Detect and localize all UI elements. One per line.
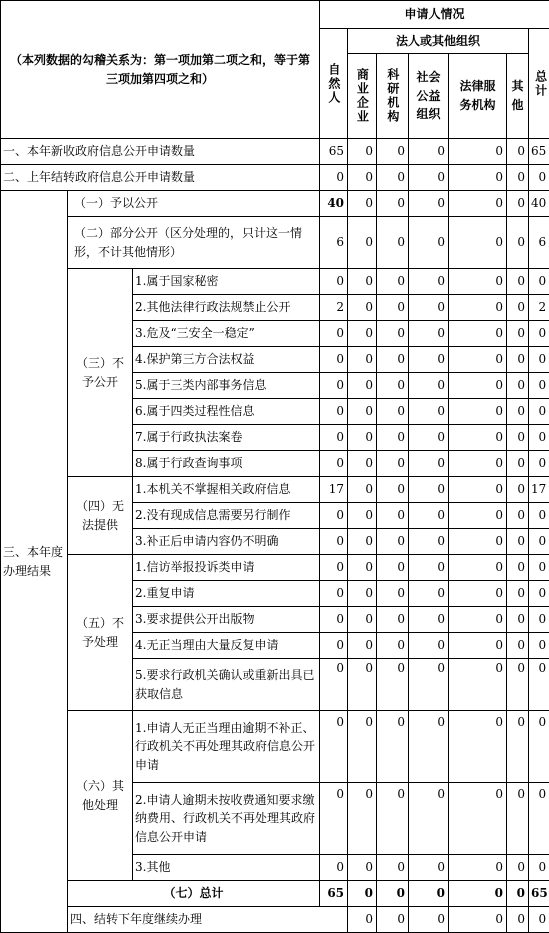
cell-value: 65	[320, 139, 348, 165]
cell-value: 65	[529, 881, 549, 907]
cell-value: 0	[377, 607, 409, 633]
legal-service-header: 法律服务机构	[449, 54, 507, 139]
table-row	[1, 269, 549, 295]
subtotal-label: （七）总计	[68, 881, 320, 907]
cell-value: 2	[529, 295, 549, 321]
cell-value: 0	[449, 165, 507, 191]
cell-value: 0	[348, 425, 377, 451]
cell-value: 0	[377, 399, 409, 425]
cell-value: 0	[320, 321, 348, 347]
cell-value: 0	[449, 269, 507, 295]
cell-value: 0	[320, 783, 348, 855]
cell-value: 0	[348, 555, 377, 581]
applicant-situation-header: 申请人情况	[320, 1, 549, 29]
cell-value: 0	[409, 581, 449, 607]
research-header: 科研机构	[377, 54, 409, 139]
cell-value: 0	[377, 139, 409, 165]
cell-value: 0	[529, 529, 549, 555]
cell-value: 0	[409, 503, 449, 529]
cell-value: 0	[507, 477, 529, 503]
cell-value: 0	[377, 373, 409, 399]
cell-value: 0	[320, 607, 348, 633]
cell-value: 0	[320, 529, 348, 555]
cell-value: 40	[320, 191, 348, 217]
cell-value: 0	[348, 907, 377, 933]
cell-value: 0	[507, 907, 529, 933]
cell-value: 0	[529, 783, 549, 855]
cell-value: 0	[409, 529, 449, 555]
cell-value: 0	[507, 659, 529, 711]
cell-value: 0	[348, 451, 377, 477]
cell-value: 0	[529, 399, 549, 425]
row-label: 2.其他法律行政法规禁止公开	[133, 295, 320, 321]
cell-value: 0	[409, 399, 449, 425]
cell-value: 0	[507, 269, 529, 295]
cell-value: 0	[348, 633, 377, 659]
cell-value: 0	[320, 855, 348, 881]
cell-value: 0	[507, 217, 529, 269]
cell-value: 0	[529, 711, 549, 783]
cell-value: 0	[377, 783, 409, 855]
cell-value: 0	[507, 783, 529, 855]
cell-value: 0	[529, 425, 549, 451]
cell-value: 0	[320, 503, 348, 529]
cell-value: 65	[320, 881, 348, 907]
cell-value: 0	[348, 607, 377, 633]
legal-org-header: 法人或其他组织	[348, 29, 529, 54]
cell-value: 0	[507, 295, 529, 321]
cell-value: 0	[348, 139, 377, 165]
cell-value: 0	[377, 907, 409, 933]
cell-value: 0	[348, 373, 377, 399]
cell-value: 0	[449, 659, 507, 711]
cell-value: 0	[409, 607, 449, 633]
cell-value: 0	[377, 711, 409, 783]
cell-value: 0	[449, 607, 507, 633]
row-label: 1.申请人无正当理由逾期不补正、行政机关不再处理其政府信息公开申请	[133, 711, 320, 783]
cell-value: 0	[320, 555, 348, 581]
cell-value: 0	[348, 659, 377, 711]
row-label: 1.本机关不掌握相关政府信息	[133, 477, 320, 503]
cell-value: 0	[348, 217, 377, 269]
cell-value: 0	[409, 711, 449, 783]
cell-value: 0	[348, 529, 377, 555]
other-header: 其他	[507, 54, 529, 139]
row-label: 4.保护第三方合法权益	[133, 347, 320, 373]
cell-value: 0	[507, 503, 529, 529]
row-label: （二）部分公开（区分处理的，只计这一情形，不计其他情形）	[68, 217, 320, 269]
cell-value: 0	[377, 529, 409, 555]
cell-value: 0	[507, 321, 529, 347]
cell-value: 0	[409, 451, 449, 477]
cell-value: 0	[409, 783, 449, 855]
cell-value: 0	[348, 321, 377, 347]
cell-value: 0	[507, 373, 529, 399]
row-label: 3.补正后申请内容仍不明确	[133, 529, 320, 555]
cell-value: 65	[529, 139, 549, 165]
group-label: （六）其他处理	[68, 711, 133, 881]
cell-value: 0	[320, 165, 348, 191]
cell-value: 17	[529, 477, 549, 503]
cell-value: 0	[320, 581, 348, 607]
cell-value: 0	[409, 907, 449, 933]
cell-value: 0	[377, 633, 409, 659]
cell-value: 0	[449, 425, 507, 451]
cell-value: 0	[320, 633, 348, 659]
cell-value: 0	[348, 477, 377, 503]
cell-value: 0	[529, 659, 549, 711]
row-label: 2.没有现成信息需要另行制作	[133, 503, 320, 529]
cell-value: 0	[449, 477, 507, 503]
cell-value: 0	[449, 217, 507, 269]
row-label: 1.属于国家秘密	[133, 269, 320, 295]
cell-value: 0	[507, 555, 529, 581]
cell-value: 0	[529, 165, 549, 191]
cell-value: 0	[449, 881, 507, 907]
cell-value: 0	[320, 347, 348, 373]
cell-value: 0	[507, 711, 529, 783]
cell-value: 0	[348, 347, 377, 373]
total-header: 总计	[529, 29, 549, 139]
cell-value: 0	[377, 165, 409, 191]
cell-value: 0	[507, 425, 529, 451]
cell-value: 0	[529, 581, 549, 607]
cell-value: 6	[529, 217, 549, 269]
cell-value: 0	[409, 373, 449, 399]
group-label: （五）不予处理	[68, 555, 133, 711]
cell-value: 0	[507, 607, 529, 633]
cell-value: 0	[377, 191, 409, 217]
cell-value: 0	[377, 451, 409, 477]
group-label: （三）不予公开	[68, 269, 133, 477]
cell-value: 0	[449, 711, 507, 783]
table-row	[1, 191, 549, 217]
table-row	[1, 907, 549, 933]
cell-value: 0	[529, 451, 549, 477]
cell-value: 0	[348, 399, 377, 425]
cell-value: 0	[529, 321, 549, 347]
cell-value: 0	[449, 855, 507, 881]
row-label: 四、结转下年度继续办理	[68, 907, 348, 933]
cell-value: 0	[377, 855, 409, 881]
cell-value: 0	[348, 855, 377, 881]
cell-value: 0	[507, 139, 529, 165]
social-welfare-header: 社会公益组织	[409, 54, 449, 139]
cell-value: 0	[320, 711, 348, 783]
cell-value: 0	[507, 529, 529, 555]
cell-value: 0	[449, 347, 507, 373]
cell-value: 0	[449, 139, 507, 165]
row-label: 3.其他	[133, 855, 320, 881]
group-label: （四）无法提供	[68, 477, 133, 555]
cell-value: 0	[409, 633, 449, 659]
cell-value: 0	[409, 555, 449, 581]
cell-value: 0	[348, 503, 377, 529]
cell-value: 0	[377, 555, 409, 581]
row-label: 一、本年新收政府信息公开申请数量	[1, 139, 320, 165]
cell-value: 0	[409, 295, 449, 321]
cell-value: 0	[507, 581, 529, 607]
row-label: 6.属于四类过程性信息	[133, 399, 320, 425]
cell-value: 0	[409, 165, 449, 191]
cell-value: 0	[449, 907, 507, 933]
row-label: 2.重复申请	[133, 581, 320, 607]
table-row	[1, 165, 549, 191]
cell-value: 0	[449, 321, 507, 347]
cell-value: 0	[377, 321, 409, 347]
cell-value: 0	[409, 321, 449, 347]
cell-value: 0	[409, 659, 449, 711]
cell-value: 0	[507, 633, 529, 659]
cell-value: 0	[529, 855, 549, 881]
table-row	[1, 881, 549, 907]
cell-value: 0	[348, 165, 377, 191]
table-row	[1, 477, 549, 503]
cell-value: 0	[377, 503, 409, 529]
table-row	[1, 217, 549, 269]
cell-value: 0	[449, 783, 507, 855]
cell-value: 6	[320, 217, 348, 269]
cell-value: 0	[449, 529, 507, 555]
cell-value: 0	[529, 347, 549, 373]
row-label: （一）予以公开	[68, 191, 320, 217]
cell-value: 0	[507, 451, 529, 477]
cell-value: 0	[507, 347, 529, 373]
cell-value: 40	[529, 191, 549, 217]
cell-value: 0	[377, 269, 409, 295]
row-label: 2.申请人逾期未按收费通知要求缴纳费用、行政机关不再处理其政府信息公开申请	[133, 783, 320, 855]
row-label: 5.属于三类内部事务信息	[133, 373, 320, 399]
cell-value: 0	[320, 373, 348, 399]
cell-value: 0	[529, 373, 549, 399]
cell-value: 0	[449, 191, 507, 217]
cell-value: 0	[377, 295, 409, 321]
cell-value: 0	[507, 855, 529, 881]
cell-value: 0	[449, 555, 507, 581]
cell-value: 0	[449, 399, 507, 425]
cell-value: 17	[320, 477, 348, 503]
table-row	[1, 555, 549, 581]
cell-value: 0	[507, 165, 529, 191]
row-label: 5.要求行政机关确认或重新出具已获取信息	[133, 659, 320, 711]
cell-value: 0	[320, 399, 348, 425]
cell-value: 0	[409, 191, 449, 217]
cell-value: 0	[377, 425, 409, 451]
cell-value: 0	[449, 373, 507, 399]
cell-value: 0	[348, 269, 377, 295]
row-label: 1.信访举报投诉类申请	[133, 555, 320, 581]
row-label: 7.属于行政执法案卷	[133, 425, 320, 451]
cell-value: 0	[529, 907, 549, 933]
cell-value: 0	[348, 295, 377, 321]
cell-value: 0	[409, 217, 449, 269]
cell-value: 0	[507, 399, 529, 425]
cell-value: 0	[449, 451, 507, 477]
row-label: 二、上年结转政府信息公开申请数量	[1, 165, 320, 191]
cell-value: 0	[348, 783, 377, 855]
cell-value: 0	[377, 659, 409, 711]
cell-value: 0	[348, 881, 377, 907]
cell-value: 0	[348, 191, 377, 217]
section3-label: 三、本年度办理结果	[1, 191, 68, 933]
cell-value: 0	[409, 855, 449, 881]
cell-value: 0	[529, 269, 549, 295]
table-row	[1, 139, 549, 165]
commercial-header: 商业企业	[348, 54, 377, 139]
cell-value: 0	[409, 425, 449, 451]
cell-value: 2	[320, 295, 348, 321]
cell-value: 0	[348, 711, 377, 783]
cell-value: 0	[377, 347, 409, 373]
cell-value: 0	[449, 581, 507, 607]
cell-value: 0	[449, 295, 507, 321]
cell-value: 0	[377, 881, 409, 907]
cell-value: 0	[348, 581, 377, 607]
note-cell: （本列数据的勾稽关系为：第一项加第二项之和，等于第三项加第四项之和）	[1, 1, 320, 139]
cell-value: 0	[529, 555, 549, 581]
row-label: 4.无正当理由大量反复申请	[133, 633, 320, 659]
cell-value: 0	[320, 451, 348, 477]
natural-person-header: 自然人	[320, 29, 348, 139]
row-label: 8.属于行政查询事项	[133, 451, 320, 477]
cell-value: 0	[377, 477, 409, 503]
cell-value: 0	[377, 217, 409, 269]
cell-value: 0	[409, 881, 449, 907]
cell-value: 0	[507, 191, 529, 217]
cell-value: 0	[320, 269, 348, 295]
row-label: 3.危及“三安全一稳定”	[133, 321, 320, 347]
table-row	[1, 711, 549, 783]
cell-value: 0	[507, 881, 529, 907]
cell-value: 0	[409, 269, 449, 295]
cell-value: 0	[409, 347, 449, 373]
cell-value: 0	[377, 581, 409, 607]
cell-value: 0	[320, 425, 348, 451]
row-label: 3.要求提供公开出版物	[133, 607, 320, 633]
cell-value: 0	[529, 607, 549, 633]
cell-value: 0	[409, 139, 449, 165]
cell-value: 0	[529, 503, 549, 529]
cell-value: 0	[320, 659, 348, 711]
cell-value: 0	[449, 633, 507, 659]
cell-value: 0	[529, 633, 549, 659]
cell-value: 0	[449, 503, 507, 529]
cell-value: 0	[409, 477, 449, 503]
